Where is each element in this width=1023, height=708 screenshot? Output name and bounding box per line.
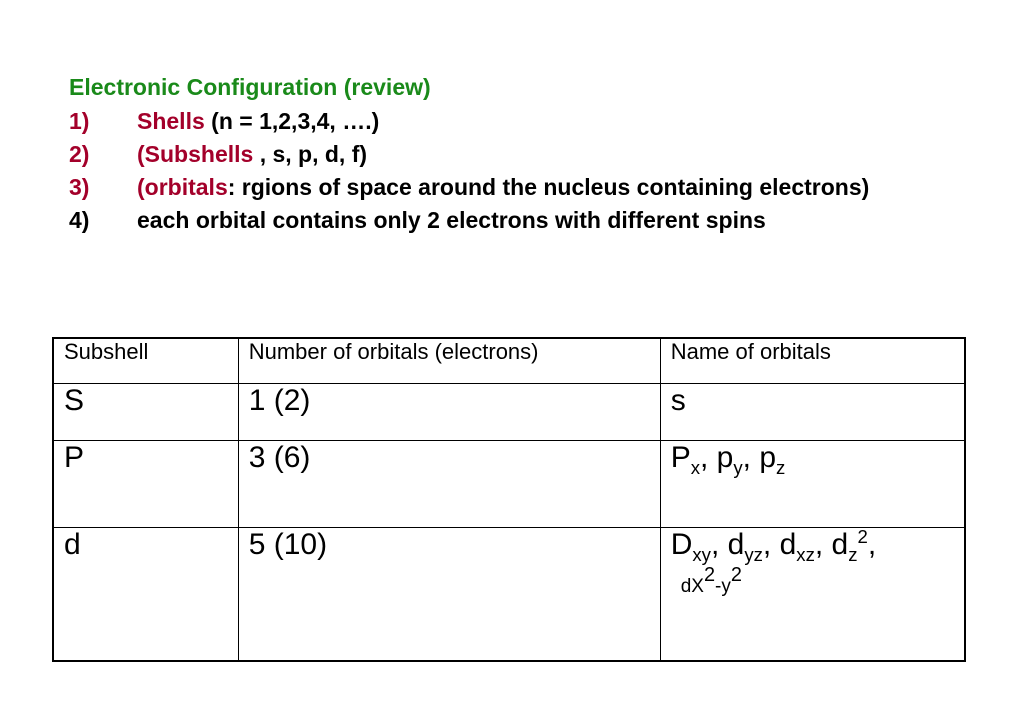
table-row — [53, 528, 965, 662]
cell-names: $P_x$, $p_y$, $p_z$ — [660, 441, 965, 528]
orbital-name-line2: $dX^2-y^2$ — [680, 563, 742, 597]
list-number: 4) — [69, 207, 90, 233]
list-item — [69, 109, 949, 134]
cell-count: 5 (10) — [238, 528, 660, 662]
list-text: : rgions of space around the nucleus containing electrons) — [227, 174, 870, 200]
cell-count: 3 (6) — [238, 441, 660, 528]
review-list — [69, 109, 949, 241]
list-highlight: Shells — [137, 108, 205, 134]
cell-subshell: P — [53, 441, 238, 528]
list-number: 2) — [69, 141, 90, 167]
cell-names: $D_{xy}$, $d_{yz}$, $d_{xz}$, $d_z^2$, $dX^2-y^2$ — [660, 528, 965, 662]
list-number: 3) — [69, 174, 90, 200]
list-highlight: (Subshells — [137, 141, 254, 167]
subshell-table — [52, 337, 966, 662]
table-row — [53, 441, 965, 528]
list-item — [69, 142, 949, 167]
page-title: Electronic Configuration (review) — [69, 74, 431, 100]
list-item — [69, 208, 949, 233]
list-text: , s, p, d, f) — [253, 141, 368, 167]
list-text: each orbital contains only 2 electrons with different spins — [137, 207, 766, 233]
column-header-count: Number of orbitals (electrons) — [238, 338, 660, 384]
list-item — [69, 175, 949, 200]
list-number: 1) — [69, 108, 90, 134]
column-header-names: Name of orbitals — [660, 338, 965, 384]
list-highlight: (orbitals — [137, 174, 228, 200]
table-row — [53, 384, 965, 441]
cell-count: 1 (2) — [238, 384, 660, 441]
cell-subshell: d — [53, 528, 238, 662]
column-header-subshell: Subshell — [53, 338, 238, 384]
cell-subshell: S — [53, 384, 238, 441]
table-header-row — [53, 338, 965, 384]
cell-names: s — [660, 384, 965, 441]
list-text: (n = 1,2,3,4, ….) — [204, 108, 380, 134]
